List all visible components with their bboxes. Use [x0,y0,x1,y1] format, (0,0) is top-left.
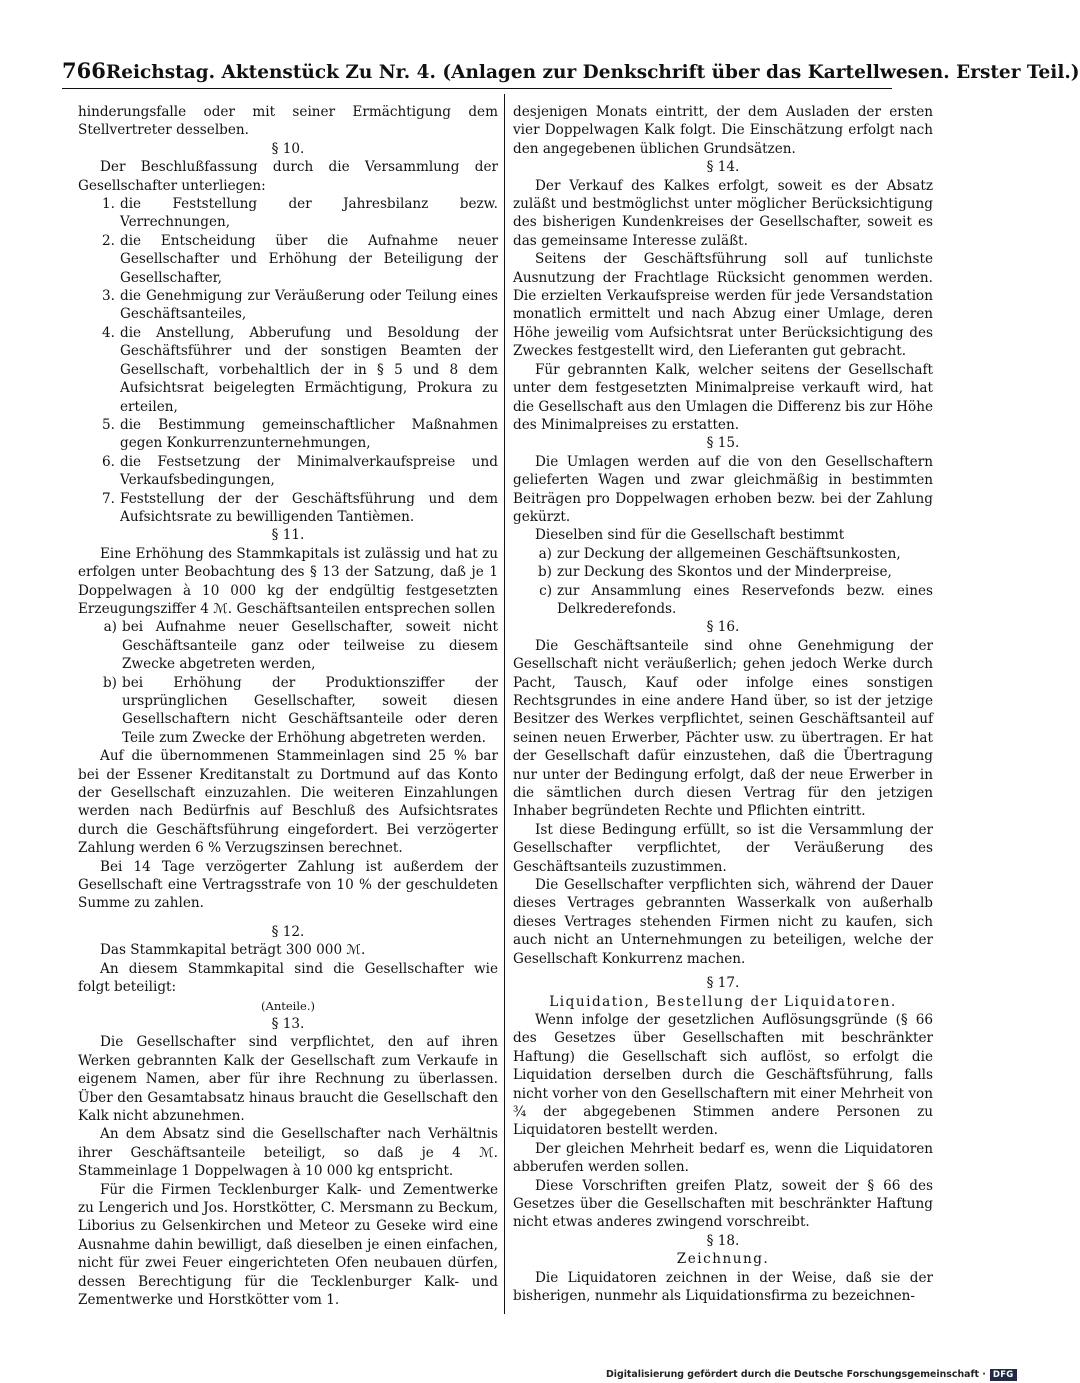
list-item: a) zur Deckung der allgemeinen Geschäftsunkosten, [538,545,901,562]
section-heading-15: § 15. [706,435,740,452]
paragraph: Für gebrannten Kalk, welcher seitens der Gesellschaft unter dem festgesetzten Minimalpreise verkauft wird, hat die Gesellschaft aus den Umlagen die Differenz bis zur Höhe des Minimalpreises zu erstatten. [513,361,933,433]
paragraph: Seitens der Geschäftsführung soll auf tunlichste Ausnutzung der Frachtlage Rücksicht genommen werden. Die erzielten Verkaufspreise werden für jede Versandstation monatlich ermittelt und nach Abzug einer Umlage, deren Höhe jeweilig vom Aufsichtsrat unter Berücksichtigung des Zweckes festgestellt wird, den Lieferanten gut gebracht. [513,251,933,360]
section-title-zeichnung: Zeichnung. [676,1251,770,1268]
right-column [513,103,933,1305]
list-item: 4. die Anstellung, Abberufung und Besoldung der Geschäftsführer und der sonstigen Beamten der Gesellschaft, vorbehaltlich der in § 5 und 8 dem Aufsichtsrat beigelegten Ermächtigung, Prokura zu erteilen, [102,324,498,415]
list-item: a) bei Aufnahme neuer Gesellschafter, soweit nicht Geschäftsanteile ganz oder teilweise zu diesem Zwecke abgetreten werden, [103,619,498,673]
list-s11 [78,618,498,747]
paragraph: Die Gesellschafter sind verpflichtet, den auf ihren Werken gebrannten Kalk der Gesellschaft zum Verkaufe in eigenem Namen, aber für ihre Rechnung zu überlassen. Über den Gesamtabsatz hinaus braucht die Gesellschaft den Kalk nicht abzunehmen. [78,1034,498,1124]
section-heading-13: § 13. [271,1015,305,1032]
list-item: b) zur Deckung des Skontos und der Minderpreise, [537,564,892,581]
paragraph: Eine Erhöhung des Stammkapitals ist zulässig und hat zu erfolgen unter Beobachtung des § 13 der Satzung, daß je 1 Doppelwagen à 10 000 kg der endgültig festgesetzten Erzeugungsziffer 4 ℳ. Geschäftsanteilen entsprechen sollen [78,545,498,617]
dfg-logo: DFG [990,1369,1017,1381]
paragraph: An diesem Stammkapital sind die Gesellschafter wie folgt beteiligt: [78,960,498,996]
left-column [78,103,498,1309]
section-heading-18: § 18. [706,1232,740,1249]
paragraph: Auf die übernommenen Stammeinlagen sind 25 % bar bei der Essener Kreditanstalt zu Dortmund auf das Konto der Gesellschaft einzuzahlen. Die weiteren Einzahlungen werden nach Bedürfnis auf Beschluß des Aufsichtsrates durch die Geschäftsführung eingefordert. Bei verzögerter Zahlung werden 6 % Verzugszinsen berechnet. [78,748,498,857]
paragraph: Die Gesellschafter verpflichten sich, während der Dauer dieses Vertrages gebrannten Wasserkalk von außerhalb dieses Vertrages stehenden Firmen nicht zu kaufen, sich auch nicht an Unternehmungen zu beteiligen, welche der Gesellschaft Konkurrenz machen. [513,877,933,967]
paragraph: Die Umlagen werden auf die von den Gesellschaftern gelieferten Wagen und zwar gleichmäßig in bestimmten Beiträgen pro Doppelwagen erhoben bezw. bei der Zahlung gekürzt. [513,453,933,525]
section-heading-12: § 12. [271,923,305,940]
section-heading-10: § 10. [271,140,305,157]
list-item: 2. die Entscheidung über die Aufnahme neuer Gesellschafter und Erhöhung der Beteiligung der Gesellschafter, [102,232,498,286]
header-title: Reichstag. Aktenstück Zu Nr. 4. (Anlagen zur Denkschrift über das Kartellwesen. Erster Teil.) [105,62,1080,83]
section-heading-14: § 14. [706,159,740,176]
footer-text: Digitalisierung gefördert durch die Deutsche Forschungsgemeinschaft · [606,1369,986,1380]
paragraph: Bei 14 Tage verzögerter Zahlung ist außerdem der Gesellschaft eine Vertragsstrafe von 10 % der geschuldeten Summe zu zahlen. [78,858,498,912]
digitization-footer [606,1368,1017,1381]
page-number: 766 [62,58,106,83]
paragraph: Ist diese Bedingung erfüllt, so ist die Versammlung der Gesellschafter verpflichtet, der Veräußerung des Geschäftsanteils zuzustimmen. [513,821,933,875]
list-item: 1. die Feststellung der Jahresbilanz bezw. Verrechnungen, [102,196,498,231]
anteile-note: (Anteile.) [261,998,315,1013]
paragraph: Der Beschlußfassung durch die Versammlung der Gesellschafter unterliegen: [78,159,498,194]
list-s10 [78,195,498,526]
paragraph: Für die Firmen Tecklenburger Kalk- und Zementwerke zu Lengerich und Jos. Horstkötter, C. Mersmann zu Beckum, Liborius zu Gelsenkirchen und Meteor zu Geseke wird eine Ausnahme dahin bewilligt, daß dieselben je einen einfachen, nicht für zwei Feuer eingerichteten Ofen neubauen dürfen, dessen Berechtigung für die Tecklenburger Kalk- und Zementwerke und Horstkötter vom 1. [78,1181,498,1308]
list-s15 [513,545,933,619]
paragraph: Diese Vorschriften greifen Platz, soweit der § 66 des Gesetzes über die Gesellschaften mit beschränkter Haftung nicht etwas anderes zwingend vorschreibt. [513,1177,933,1231]
running-header [62,58,1080,86]
paragraph: Dieselben sind für die Gesellschaft bestimmt [535,527,845,544]
section-heading-11: § 11. [271,527,305,544]
section-heading-17: § 17. [706,975,740,992]
list-item: 7. Feststellung der der Geschäftsführung und dem Aufsichtsrate zu bewilligenden Tantièmen. [102,490,498,525]
paragraph: desjenigen Monats eintritt, der dem Ausladen der ersten vier Doppelwagen Kalk folgt. Die Einschätzung erfolgt nach den angegebenen üblichen Grundsätzen. [513,104,933,157]
paragraph: Der Verkauf des Kalkes erfolgt, soweit es der Absatz zuläßt und bestmöglichst unter möglicher Berücksichtigung des bisherigen Kundenkreises der Gesellschafter, soweit es das gemeinsame Interesse zuläßt. [513,177,933,249]
list-item: c) zur Ansammlung eines Reservefonds bezw. eines Delkrederefonds. [539,582,933,617]
paragraph: An dem Absatz sind die Gesellschafter nach Verhältnis ihrer Geschäftsanteile beteiligt, so daß je 4 ℳ. Stammeinlage 1 Doppelwagen à 10 000 kg entspricht. [78,1126,498,1180]
paragraph: Der gleichen Mehrheit bedarf es, wenn die Liquidatoren abberufen werden sollen. [513,1140,933,1176]
paragraph: hinderungsfalle oder mit seiner Ermächtigung dem Stellvertreter desselben. [78,104,498,139]
header-rule [62,88,892,89]
section-heading-16: § 16. [706,619,740,636]
section-title-liquidation: Liquidation, Bestellung der Liquidatoren. [549,993,897,1010]
paragraph: Das Stammkapital beträgt 300 000 ℳ. [100,942,366,959]
list-item: 5. die Bestimmung gemeinschaftlicher Maßnahmen gegen Konkurrenzunternehmungen, [102,416,498,452]
column-divider [504,94,505,1314]
list-item: b) bei Erhöhung der Produktionsziffer der ursprünglichen Gesellschafter, soweit diesen Gesellschaftern nicht Geschäftsanteile oder deren Teile zum Zwecke der Erhöhung abgetreten werden. [102,674,498,746]
list-item: 3. die Genehmigung zur Veräußerung oder Teilung eines Geschäftsanteiles, [102,288,498,323]
paragraph: Die Liquidatoren zeichnen in der Weise, daß sie der bisherigen, nunmehr als Liquidationsfirma zu bezeichnen- [513,1269,933,1304]
list-item: 6. die Festsetzung der Minimalverkaufspreise und Verkaufsbedingungen, [102,453,498,489]
paragraph: Wenn infolge der gesetzlichen Auflösungsgründe (§ 66 des Gesetzes über Gesellschaften mit beschränkter Haftung) die Gesellschaft sich auflöst, so erfolgt die Liquidation derselben durch die Geschäftsführung, falls nicht vorher von den Gesellschaftern mit einer Mehrheit von ¾ der abgegebenen Stimmen andere Personen zu Liquidatoren bestellt werden. [513,1011,933,1139]
paragraph: Die Geschäftsanteile sind ohne Genehmigung der Gesellschaft nicht veräußerlich; gehen jedoch Werke durch Pacht, Tausch, Kauf oder infolge eines sonstigen Rechtsgrundes in eine andere Hand über, so ist der jetzige Besitzer des Werkes verpflichtet, seinen Geschäftsanteil auf seinen neuen Erwerber, Pächter usw. zu übertragen. Er hat der Gesellschaft dafür einzustehen, daß die Übertragung nur unter der Bedingung erfolgt, daß der neue Erwerber in die sämtlichen durch diesen Vertrag für den jetzigen Inhaber begründeten Rechte und Pflichten eintritt. [513,637,933,820]
